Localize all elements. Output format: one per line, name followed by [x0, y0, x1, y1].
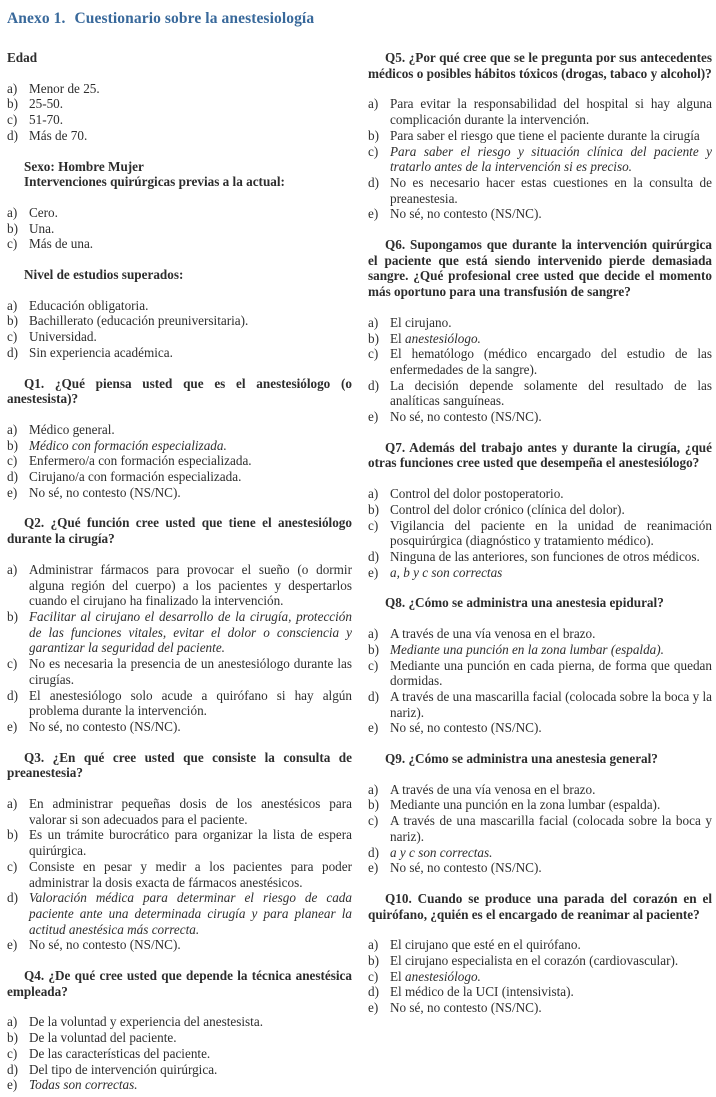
- option-text: En administrar pequeñas dosis de los anestésicos para valorar si son adecuados para el paciente.: [29, 796, 352, 827]
- option-text: anestesiólogo.: [405, 330, 481, 346]
- option-label: e): [368, 1000, 379, 1016]
- section-heading: Q8. ¿Cómo se administra una anestesia epidural?: [385, 595, 664, 611]
- option-label: e): [7, 1077, 18, 1093]
- question-section: [7, 159, 352, 253]
- option-text: De las características del paciente.: [29, 1045, 211, 1061]
- option-text: Vigilancia del paciente en la unidad de reanimación posquirúrgica (diagnóstico y tratamiento médico).: [390, 517, 712, 549]
- option-text: No sé, no contesto (NS/NC).: [390, 1000, 542, 1016]
- option-item: [7, 236, 352, 252]
- option-text: El cirujano que esté en el quirófano.: [390, 937, 581, 953]
- option-item: [7, 345, 352, 361]
- question-section: [7, 267, 352, 361]
- option-label: c): [7, 656, 18, 672]
- option-label: c): [7, 858, 18, 874]
- option-text: Menor de 25.: [29, 80, 100, 96]
- option-text: anestesiólogo.: [405, 968, 481, 984]
- option-item: [368, 813, 712, 844]
- option-text: Control del dolor postoperatorio.: [390, 486, 564, 502]
- option-item: [7, 485, 352, 501]
- options-list: [7, 422, 352, 501]
- left-column: [7, 50, 352, 1097]
- option-label: d): [7, 890, 18, 906]
- option-item: [7, 1046, 352, 1062]
- option-item: [368, 1000, 712, 1016]
- option-label: b): [368, 797, 379, 813]
- option-text: Administrar fármacos para provocar el sueño (o dormir alguna región del cuerpo) a los pacientes y despertarlos cuando el cirujano ha finalizado la intervención.: [29, 561, 352, 609]
- option-item: [7, 719, 352, 735]
- option-text: Facilitar al cirujano el desarrollo de la cirugía, protección de las funciones vitales, evitar el dolor o consciencia y garantizar la seguridad del paciente.: [29, 608, 352, 656]
- option-item: [7, 453, 352, 469]
- option-text: Mediante una punción en la zona lumbar (espalda).: [390, 641, 664, 657]
- option-text: Para evitar la responsabilidad del hospital si hay alguna complicación durante la intervención.: [390, 96, 712, 128]
- option-label: d): [368, 984, 379, 1000]
- option-text: A través de una vía venosa en el brazo.: [390, 626, 596, 642]
- option-text: Bachillerato (educación preuniversitaria).: [29, 313, 249, 329]
- options-list: [7, 81, 352, 144]
- options-list: [7, 796, 352, 953]
- option-label: a): [368, 626, 379, 642]
- option-item: [368, 860, 712, 876]
- option-item: [368, 720, 712, 736]
- option-label: b): [368, 641, 379, 657]
- option-text: El: [390, 968, 406, 984]
- option-text: Más de 70.: [29, 127, 88, 143]
- section-heading: Q9. ¿Cómo se administra una anestesia general?: [385, 751, 658, 767]
- option-label: a): [7, 421, 18, 437]
- option-label: e): [368, 860, 379, 876]
- option-item: [368, 175, 712, 206]
- option-text: Sin experiencia académica.: [29, 344, 173, 360]
- section-heading: Q5. ¿Por qué cree que se le pregunta por sus antecedentes médicos o posibles hábitos tóxicos (drogas, tabaco y alcohol)?: [368, 50, 712, 81]
- option-label: d): [7, 344, 18, 360]
- question-section: [7, 968, 352, 1093]
- option-text: No sé, no contesto (NS/NC).: [29, 937, 181, 953]
- section-heading: Nivel de estudios superados:: [24, 267, 184, 283]
- option-item: [7, 562, 352, 609]
- option-label: d): [7, 1061, 18, 1077]
- option-label: e): [368, 409, 379, 425]
- option-item: [7, 313, 352, 329]
- option-label: e): [7, 718, 18, 734]
- option-item: [7, 96, 352, 112]
- option-label: d): [368, 174, 379, 190]
- option-item: [368, 128, 712, 144]
- option-text: Control del dolor crónico (clínica del dolor).: [390, 501, 625, 517]
- options-list: [368, 486, 712, 580]
- option-item: [7, 859, 352, 890]
- option-item: [7, 81, 352, 97]
- option-text: La decisión depende solamente del resultado de las analíticas sanguíneas.: [390, 377, 712, 409]
- option-label: b): [7, 96, 18, 112]
- option-text: Es un trámite burocrático para organizar la lista de espera quirúrgica.: [29, 827, 352, 859]
- option-item: [368, 206, 712, 222]
- option-item: [368, 346, 712, 377]
- option-item: [368, 658, 712, 689]
- option-label: b): [368, 330, 379, 346]
- question-section: [368, 440, 712, 581]
- option-item: [368, 96, 712, 127]
- question-section: [368, 50, 712, 222]
- option-item: [368, 315, 712, 331]
- option-text: 51-70.: [29, 112, 64, 128]
- option-text: a y c son correctas.: [390, 844, 493, 860]
- option-item: [7, 688, 352, 719]
- options-list: [368, 626, 712, 736]
- option-text: No es necesario hacer estas cuestiones en la consulta de preanestesia.: [390, 174, 712, 206]
- option-label: a): [368, 96, 379, 112]
- section-heading: Q1. ¿Qué piensa usted que es el anestesiólogo (o anestesista)?: [7, 375, 352, 407]
- option-item: [7, 205, 352, 221]
- option-text: A través de una mascarilla facial (colocada sobre la boca y la nariz).: [390, 688, 712, 720]
- option-text: A través de una vía venosa en el brazo.: [390, 781, 596, 797]
- option-label: a): [7, 80, 18, 96]
- question-section: [7, 376, 352, 501]
- option-text: No es necesaria la presencia de un anestesiólogo durante las cirugías.: [29, 656, 352, 687]
- option-item: [7, 796, 352, 827]
- option-text: a, b y c son correctas: [390, 564, 503, 580]
- options-list: [7, 1014, 352, 1093]
- section-heading: Q4. ¿De qué cree usted que depende la técnica anestésica empleada?: [7, 968, 352, 999]
- option-label: c): [368, 968, 379, 984]
- option-item: [7, 1062, 352, 1078]
- option-text: El cirujano especialista en el corazón (cardiovascular).: [390, 953, 679, 969]
- option-label: b): [7, 437, 18, 453]
- option-label: c): [7, 453, 18, 469]
- option-text: El cirujano.: [390, 314, 452, 330]
- section-heading: Q6. Supongamos que durante la intervención quirúrgica el paciente que está siendo intervenido pierde demasiada sangre. ¿Qué profesional cree usted que decide el momento más oportuno para una transfusión de sangre?: [368, 237, 712, 300]
- option-item: [368, 409, 712, 425]
- options-list: [368, 782, 712, 876]
- option-label: e): [368, 206, 379, 222]
- options-list: [368, 937, 712, 1016]
- option-label: e): [7, 484, 18, 500]
- option-text: No sé, no contesto (NS/NC).: [29, 484, 181, 500]
- option-label: b): [7, 313, 18, 329]
- option-text: Para saber el riesgo que tiene el paciente durante la cirugía: [390, 127, 700, 143]
- section-heading: Edad: [7, 50, 38, 65]
- option-item: [368, 845, 712, 861]
- option-label: c): [368, 346, 379, 362]
- option-text: Para saber el riesgo y situación clínica del paciente y tratarlo antes de la intervención si es preciso.: [390, 143, 712, 175]
- question-section: [7, 750, 352, 953]
- option-text: No sé, no contesto (NS/NC).: [390, 720, 542, 736]
- section-heading: Intervenciones quirúrgicas previas a la actual:: [24, 174, 285, 190]
- option-label: d): [7, 127, 18, 143]
- option-label: b): [7, 1030, 18, 1046]
- option-text: Valoración médica para determinar el riesgo de cada paciente ante una determinada cirugía y para planear la actitud anestésica más correcta.: [29, 890, 352, 937]
- option-text: Médico general.: [29, 421, 115, 437]
- option-item: [368, 144, 712, 175]
- option-label: d): [7, 469, 18, 485]
- right-column: [368, 50, 712, 1031]
- option-label: e): [368, 564, 379, 580]
- annex-label: Anexo 1.: [7, 10, 66, 27]
- option-label: a): [7, 297, 18, 313]
- option-label: d): [368, 377, 379, 393]
- options-list: [7, 205, 352, 252]
- option-item: [7, 422, 352, 438]
- section-heading: Q10. Cuando se produce una parada del corazón en el quirófano, ¿quién es el encargado de reanimar al paciente?: [368, 890, 712, 922]
- option-item: [368, 689, 712, 720]
- option-label: c): [368, 657, 379, 673]
- option-text: Consiste en pesar y medir a los pacientes para poder administrar la dosis exacta de fármacos anestésicos.: [29, 858, 352, 890]
- options-list: [7, 298, 352, 361]
- question-section: [7, 50, 352, 144]
- question-section: [368, 237, 712, 425]
- option-text: Mediante una punción en la zona lumbar (espalda).: [390, 797, 661, 813]
- option-item: [7, 1077, 352, 1093]
- option-label: d): [368, 548, 379, 564]
- option-text: Médico con formación especializada.: [29, 437, 227, 453]
- option-label: e): [368, 720, 379, 736]
- section-heading: Q2. ¿Qué función cree usted que tiene el anestesiólogo durante la cirugía?: [7, 515, 352, 547]
- question-section: [7, 515, 352, 734]
- option-text: Ninguna de las anteriores, son funciones de otros médicos.: [390, 548, 700, 564]
- option-label: d): [368, 844, 379, 860]
- option-label: c): [7, 1045, 18, 1061]
- annex-title-text: Cuestionario sobre la anestesiología: [74, 10, 315, 27]
- option-text: El hematólogo (médico encargado del estudio de las enfermedades de la sangre).: [390, 346, 712, 377]
- option-item: [7, 1030, 352, 1046]
- option-item: [368, 331, 712, 347]
- option-item: [7, 609, 352, 656]
- option-label: a): [7, 796, 18, 812]
- option-label: c): [368, 517, 379, 533]
- option-text: Cirujano/a con formación especializada.: [29, 469, 242, 485]
- option-item: [368, 549, 712, 565]
- option-item: [368, 642, 712, 658]
- option-text: No sé, no contesto (NS/NC).: [390, 409, 542, 425]
- option-label: c): [7, 112, 18, 128]
- options-list: [368, 315, 712, 425]
- option-label: a): [7, 1014, 18, 1030]
- option-item: [7, 128, 352, 144]
- option-item: [368, 953, 712, 969]
- section-heading: Q7. Además del trabajo antes y durante la cirugía, ¿qué otras funciones cree usted que desempeña el anestesiólogo?: [368, 439, 712, 471]
- option-label: b): [368, 501, 379, 517]
- option-item: [368, 797, 712, 813]
- option-item: [7, 1014, 352, 1030]
- option-item: [368, 626, 712, 642]
- option-text: Universidad.: [29, 329, 97, 345]
- option-item: [368, 518, 712, 549]
- section-heading: Sexo: Hombre Mujer: [24, 158, 144, 174]
- option-text: El médico de la UCI (intensivista).: [390, 984, 574, 1000]
- option-text: No sé, no contesto (NS/NC).: [29, 718, 181, 734]
- option-text: De la voluntad del paciente.: [29, 1030, 177, 1046]
- option-item: [7, 112, 352, 128]
- option-label: c): [368, 813, 379, 829]
- option-label: b): [7, 220, 18, 236]
- option-label: b): [7, 827, 18, 843]
- question-section: [368, 891, 712, 1016]
- option-label: a): [7, 204, 18, 220]
- option-item: [368, 565, 712, 581]
- option-label: b): [368, 953, 379, 969]
- option-item: [368, 937, 712, 953]
- option-label: c): [7, 236, 18, 252]
- option-item: [368, 378, 712, 409]
- option-label: b): [368, 127, 379, 143]
- option-item: [7, 656, 352, 687]
- option-item: [368, 984, 712, 1000]
- option-label: d): [368, 688, 379, 704]
- option-label: a): [368, 937, 379, 953]
- page-title: [7, 9, 712, 28]
- option-item: [368, 502, 712, 518]
- option-text: A través de una mascarilla facial (colocada sobre la boca y nariz).: [390, 813, 712, 844]
- option-label: c): [7, 329, 18, 345]
- option-item: [7, 221, 352, 237]
- option-text: El anestesiólogo solo acude a quirófano si hay algún problema durante la intervención.: [29, 687, 352, 719]
- option-text: Del tipo de intervención quirúrgica.: [29, 1061, 218, 1077]
- option-label: d): [7, 687, 18, 703]
- question-section: [368, 595, 712, 736]
- section-heading: Q3. ¿En qué cree usted que consiste la consulta de preanestesia?: [7, 749, 352, 781]
- option-item: [7, 298, 352, 314]
- option-text: Una.: [29, 220, 55, 236]
- option-label: b): [7, 608, 18, 624]
- two-column-layout: [7, 50, 712, 1097]
- options-list: [7, 562, 352, 735]
- option-label: a): [368, 314, 379, 330]
- option-text: De la voluntad y experiencia del anestesista.: [29, 1014, 263, 1030]
- option-text: Educación obligatoria.: [29, 297, 149, 313]
- option-label: e): [7, 937, 18, 953]
- question-section: [368, 751, 712, 876]
- option-item: [368, 486, 712, 502]
- option-item: [7, 890, 352, 937]
- option-item: [368, 782, 712, 798]
- option-item: [7, 469, 352, 485]
- option-item: [7, 937, 352, 953]
- option-text: Mediante una punción en cada pierna, de forma que quedan dormidas.: [390, 657, 712, 689]
- option-text: Cero.: [29, 204, 58, 220]
- option-text: No sé, no contesto (NS/NC).: [390, 206, 542, 222]
- option-item: [7, 329, 352, 345]
- option-label: c): [368, 143, 379, 159]
- option-item: [7, 438, 352, 454]
- option-text: Enfermero/a con formación especializada.: [29, 453, 252, 469]
- option-text: 25-50.: [29, 96, 64, 112]
- option-label: a): [368, 781, 379, 797]
- option-text: No sé, no contesto (NS/NC).: [390, 860, 542, 876]
- option-text: Más de una.: [29, 236, 94, 252]
- option-item: [7, 827, 352, 858]
- option-text: El: [390, 330, 406, 346]
- options-list: [368, 96, 712, 222]
- option-label: a): [7, 561, 18, 577]
- option-label: a): [368, 486, 379, 502]
- option-item: [368, 969, 712, 985]
- option-text: Todas son correctas.: [29, 1077, 138, 1093]
